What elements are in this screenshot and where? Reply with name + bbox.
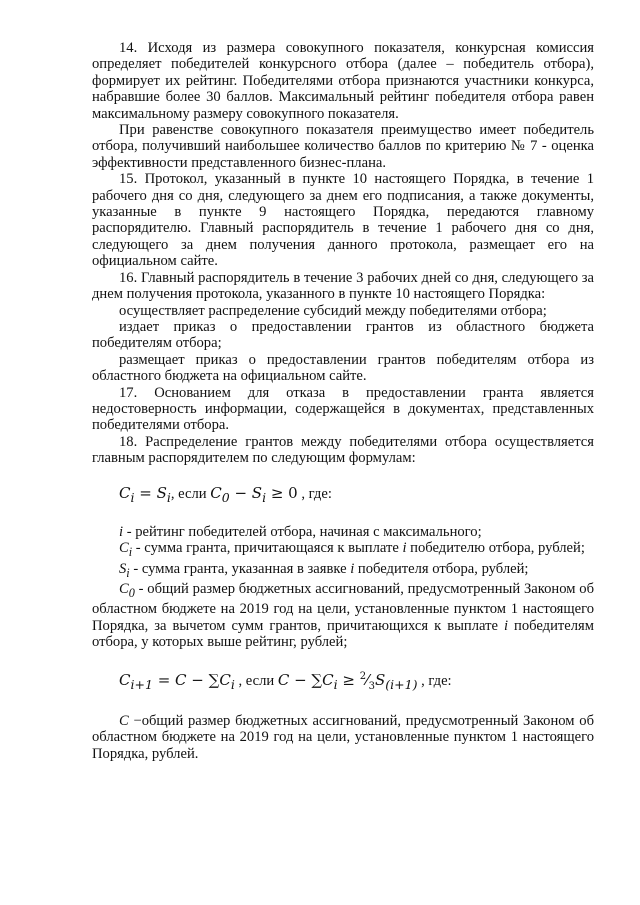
formula-1-where: , где: — [297, 485, 332, 502]
paragraph-15: 15. Протокол, указанный в пункте 10 настоящего Порядка, в течение 1 рабочего дня со дня, следующего за днем его подписания, а также документы, указанные в пункте 9 настоящего Порядка, передаются главному распорядителю. Главный распорядитель в течение 1 рабочего дня со дня, следующего за днем получения данного протокола, размещает его на официальном сайте. — [92, 171, 594, 270]
paragraph-14-tiebreak: При равенстве совокупного показателя преимущество имеет победитель отбора, получивший наибольшее количество баллов по критерию № 7 - оценка эффективности представленного бизнес-плана. — [92, 122, 594, 171]
paragraph-16-item-2: издает приказ о предоставлении грантов из областного бюджета победителям отбора; — [92, 318, 594, 352]
formula-2-where: , где: — [417, 672, 452, 689]
paragraph-17: 17. Основанием для отказа в предоставлении гранта является недостоверность информации, содержащейся в документах, представленных победителями отбора. — [92, 384, 594, 434]
paragraph-14: 14. Исходя из размера совокупного показателя, конкурсная комиссия определяет победителей конкурсного отбора (далее – победитель отбора), формирует их рейтинг. Победителями отбора признаются участники конкурса, набравшие более 30 баллов. Максимальный рейтинг победителя отбора равен максимальному размеру совокупного показателя. — [92, 40, 594, 122]
paragraph-16-item-1: осуществляет распределение субсидий между победителями отбора; — [119, 302, 547, 319]
formula-2: $C_{i+1} = C - \sum C_i$ , если $C - \sum C_i$ ≥ $^2⁄_3S_{(i+1)}$ , где: — [119, 670, 452, 692]
definition-i: i - рейтинг победителей отбора, начиная с максимального; — [119, 523, 482, 540]
definition-c: C −общий размер бюджетных ассигнований, предусмотренный Законом об областном бюджете на 2019 год на цели, установленные пунктом 1 настоящего Порядка, рублей. — [92, 712, 594, 762]
definition-si: $S_i$ - сумма гранта, указанная в заявке i победителя отбора, рублей; — [119, 560, 529, 580]
paragraph-16: 16. Главный распорядитель в течение 3 рабочих дней со дня, следующего за днем получения протокола, указанного в пункте 10 настоящего Порядка: — [92, 269, 594, 303]
paragraph-16-item-3: размещает приказ о предоставлении грантов победителям отбора из областного бюджета на официальном сайте. — [92, 351, 594, 385]
formula-1: $C_i = S_i$, если $C_0 - S_i \ge 0$ , где: — [119, 483, 332, 505]
formula-1-if: , если — [170, 485, 211, 502]
paragraph-18: 18. Распределение грантов между победителями отбора осуществляется главным распорядителем по следующим формулам: — [92, 433, 594, 467]
definition-c0: $C_0$ - общий размер бюджетных ассигнований, предусмотренный Законом об областном бюджете на 2019 год на цели, установленные пунктом 1 настоящего Порядка, за вычетом сумм грантов, причитающихся к выплате i победителям отбора, у которых выше рейтинг, рублей; — [92, 581, 594, 651]
definition-ci: $C_i$ - сумма гранта, причитающаяся к выплате i победителю отбора, рублей; — [119, 540, 585, 560]
formula-2-if: , если — [234, 672, 278, 689]
document-page — [92, 40, 594, 762]
